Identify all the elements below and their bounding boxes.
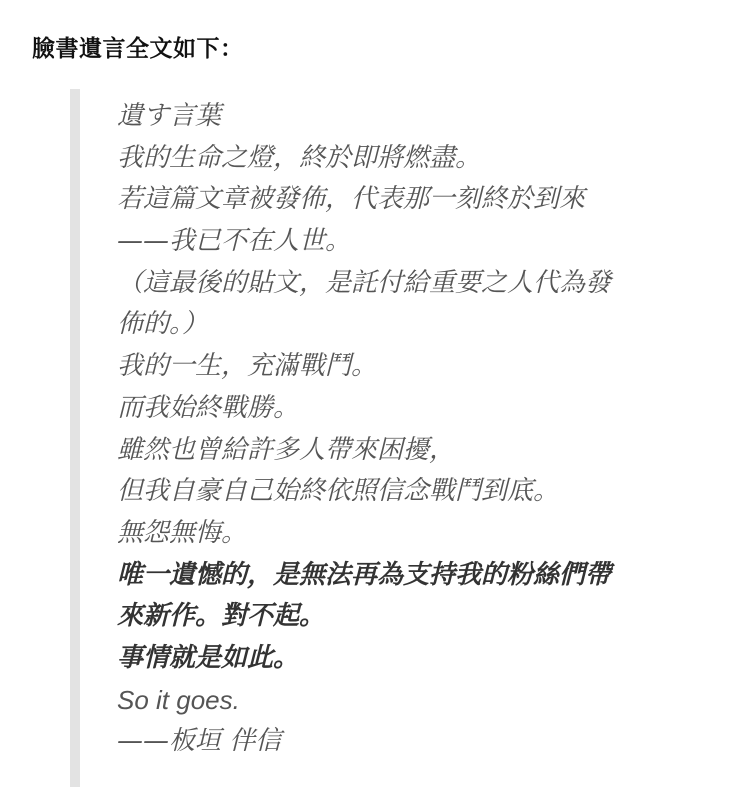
quote-line: 但我自豪自己始終依照信念戰鬥到底。 <box>117 476 560 507</box>
quote-line: 佈的。） <box>117 309 209 340</box>
quote-signature: ——板垣 伴信 <box>117 726 282 757</box>
quote-line: （這最後的貼文，是託付給重要之人代為發 <box>117 267 612 298</box>
quote-line: 我的一生，充滿戰鬥。 <box>117 351 378 382</box>
page-heading: 臉書遺言全文如下： <box>32 36 244 62</box>
quote-line-english: So it goes. <box>117 684 240 715</box>
quote-line: ——我已不在人世。 <box>117 226 352 257</box>
blockquote <box>117 96 717 763</box>
blockquote-bar <box>70 89 80 787</box>
quote-line: 若這篇文章被發佈，代表那一刻終於到來 <box>117 184 586 215</box>
quote-line: 我的生命之燈，終於即將燃盡。 <box>117 142 482 173</box>
quote-line: 無怨無悔。 <box>117 517 248 548</box>
quote-line-emphasis: 事情就是如此。 <box>117 642 300 673</box>
quote-line: 而我始終戰勝。 <box>117 392 300 423</box>
quote-line-emphasis: 唯一遺憾的，是無法再為支持我的粉絲們帶 <box>117 559 612 590</box>
quote-line-emphasis: 來新作。對不起。 <box>117 601 326 632</box>
quote-line: 雖然也曾給許多人帶來困擾， <box>117 434 456 465</box>
quote-line-title: 遺す言葉 <box>117 101 222 131</box>
